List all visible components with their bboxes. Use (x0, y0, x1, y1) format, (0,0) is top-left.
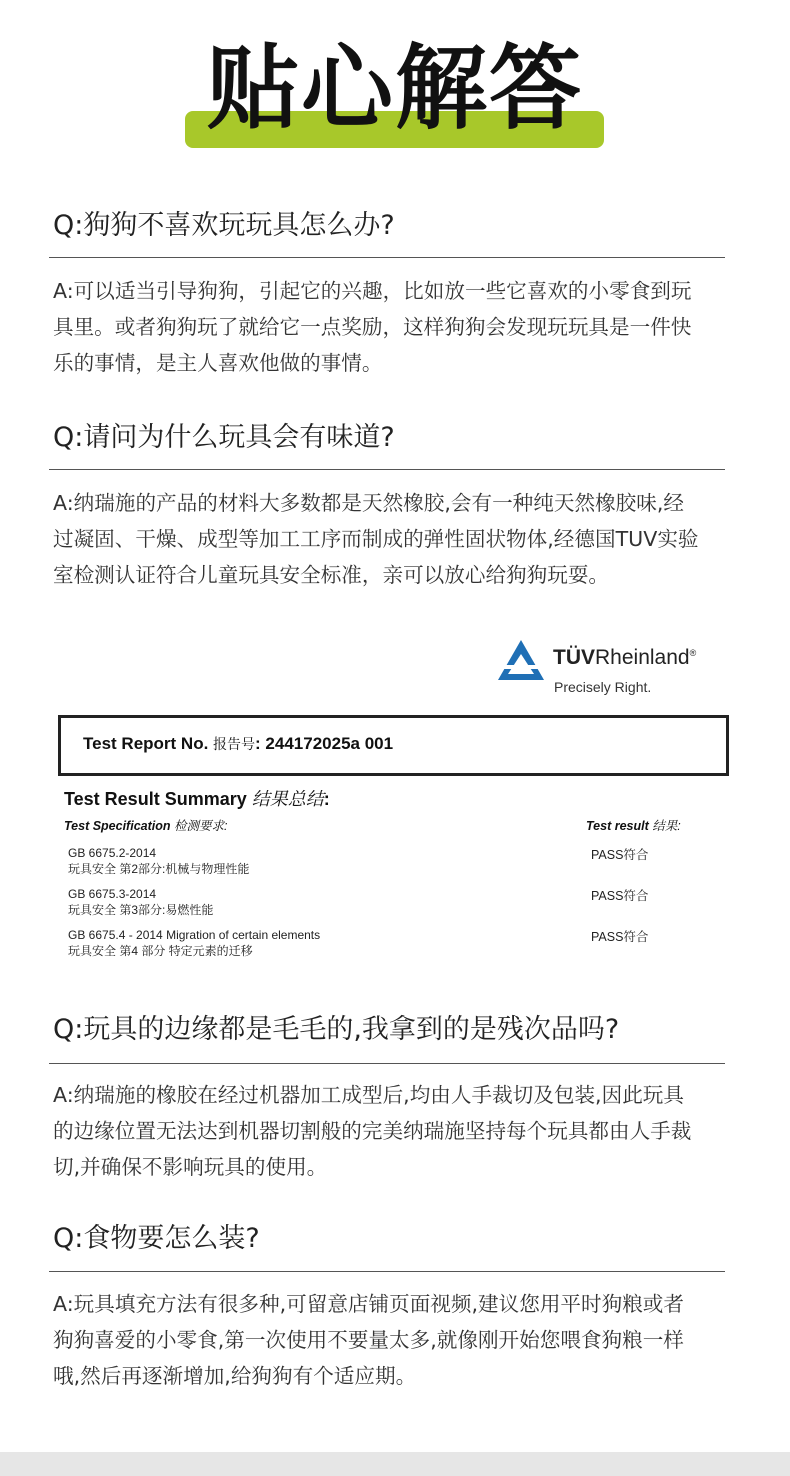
page-header (0, 0, 790, 170)
report-label-cn: 报告号 (213, 736, 256, 752)
spec-desc: 玩具安全 第2部分:机械与物理性能 (68, 862, 250, 876)
tuv-brand (553, 646, 696, 670)
faq-question-4: Q:食物要怎么装? (53, 1223, 260, 1254)
spec-header (64, 816, 227, 834)
faq-divider-4 (49, 1271, 725, 1272)
test-report-number (83, 734, 393, 754)
answer-line: 哦,然后再逐渐增加,给狗狗有个适应期。 (53, 1364, 417, 1388)
registered-mark: ® (689, 648, 697, 658)
answer-line: 具里。或者狗狗玩了就给它一点奖励，这样狗狗会发现玩玩具是一件快 (53, 315, 692, 339)
answer-line: 的边缘位置无法达到机器切割般的完美纳瑞施坚持每个玩具都由人手裁 (53, 1119, 692, 1143)
tuv-brand-rest: Rheinland (595, 646, 690, 669)
answer-line: 过凝固、干燥、成型等加工工序而制成的弹性固状物体,经德国TUV实验 (53, 527, 699, 551)
answer-line: 切,并确保不影响玩具的使用。 (53, 1155, 328, 1179)
spec-desc: 玩具安全 第3部分:易燃性能 (68, 903, 214, 917)
spec-row-2 (68, 886, 213, 918)
spec-code: GB 6675.4 - 2014 Migration of certain elements (68, 928, 321, 942)
test-result-summary (64, 785, 330, 811)
spec-desc: 玩具安全 第4 部分 特定元素的迁移 (68, 944, 253, 958)
spec-code: GB 6675.3-2014 (68, 887, 157, 901)
spec-row-3 (68, 927, 320, 959)
answer-line: 室检测认证符合儿童玩具安全标准，亲可以放心给狗狗玩耍。 (53, 563, 610, 587)
faq-question-2: Q:请问为什么玩具会有味道? (53, 422, 395, 453)
result-header-cn: 结果: (652, 819, 681, 833)
faq-answer-1 (53, 273, 743, 381)
tuv-triangle-icon (496, 638, 546, 682)
tuv-brand-bold: TÜV (553, 646, 595, 669)
footer-band (0, 1452, 790, 1476)
faq-divider-3 (49, 1063, 725, 1064)
faq-answer-3 (53, 1077, 743, 1185)
faq-divider-1 (49, 257, 725, 258)
spec-row-1 (68, 845, 249, 877)
test-report-box (58, 715, 729, 776)
answer-line: 乐的事情，是主人喜欢他做的事情。 (53, 351, 383, 375)
spec-code: GB 6675.2-2014 (68, 846, 157, 860)
answer-line: A:纳瑞施的产品的材料大多数都是天然橡胶,会有一种纯天然橡胶味,经 (53, 491, 684, 515)
summary-label-cn: 结果总结 (251, 789, 324, 809)
tuv-slogan: Precisely Right. (554, 679, 652, 695)
spec-header-cn: 检测要求: (174, 819, 228, 833)
faq-answer-2 (53, 485, 743, 593)
answer-line: A:可以适当引导狗狗，引起它的兴趣，比如放一些它喜欢的小零食到玩 (53, 279, 692, 303)
spec-header-en: Test Specification (64, 819, 171, 833)
result-header-en: Test result (586, 819, 649, 833)
answer-line: A:纳瑞施的橡胶在经过机器加工成型后,均由人手裁切及包装,因此玩具 (53, 1083, 684, 1107)
spec-result-3: PASS符合 (591, 930, 649, 944)
summary-colon: : (323, 789, 330, 809)
answer-line: A:玩具填充方法有很多种,可留意店铺页面视频,建议您用平时狗粮或者 (53, 1292, 684, 1316)
report-number-value: : 244172025a 001 (255, 734, 394, 753)
faq-divider-2 (49, 469, 725, 470)
faq-answer-4 (53, 1286, 743, 1394)
tuv-rheinland-logo (496, 638, 736, 700)
spec-result-2: PASS符合 (591, 889, 649, 903)
report-label: Test Report No. (83, 734, 209, 753)
page-title: 贴心解答 (206, 35, 583, 142)
faq-question-1: Q:狗狗不喜欢玩玩具怎么办? (53, 210, 395, 241)
result-header (586, 816, 681, 834)
summary-label: Test Result Summary (64, 789, 247, 809)
spec-result-1: PASS符合 (591, 848, 649, 862)
answer-line: 狗狗喜爱的小零食,第一次使用不要量太多,就像刚开始您喂食狗粮一样 (53, 1328, 684, 1352)
faq-question-3: Q:玩具的边缘都是毛毛的,我拿到的是残次品吗? (53, 1014, 620, 1045)
